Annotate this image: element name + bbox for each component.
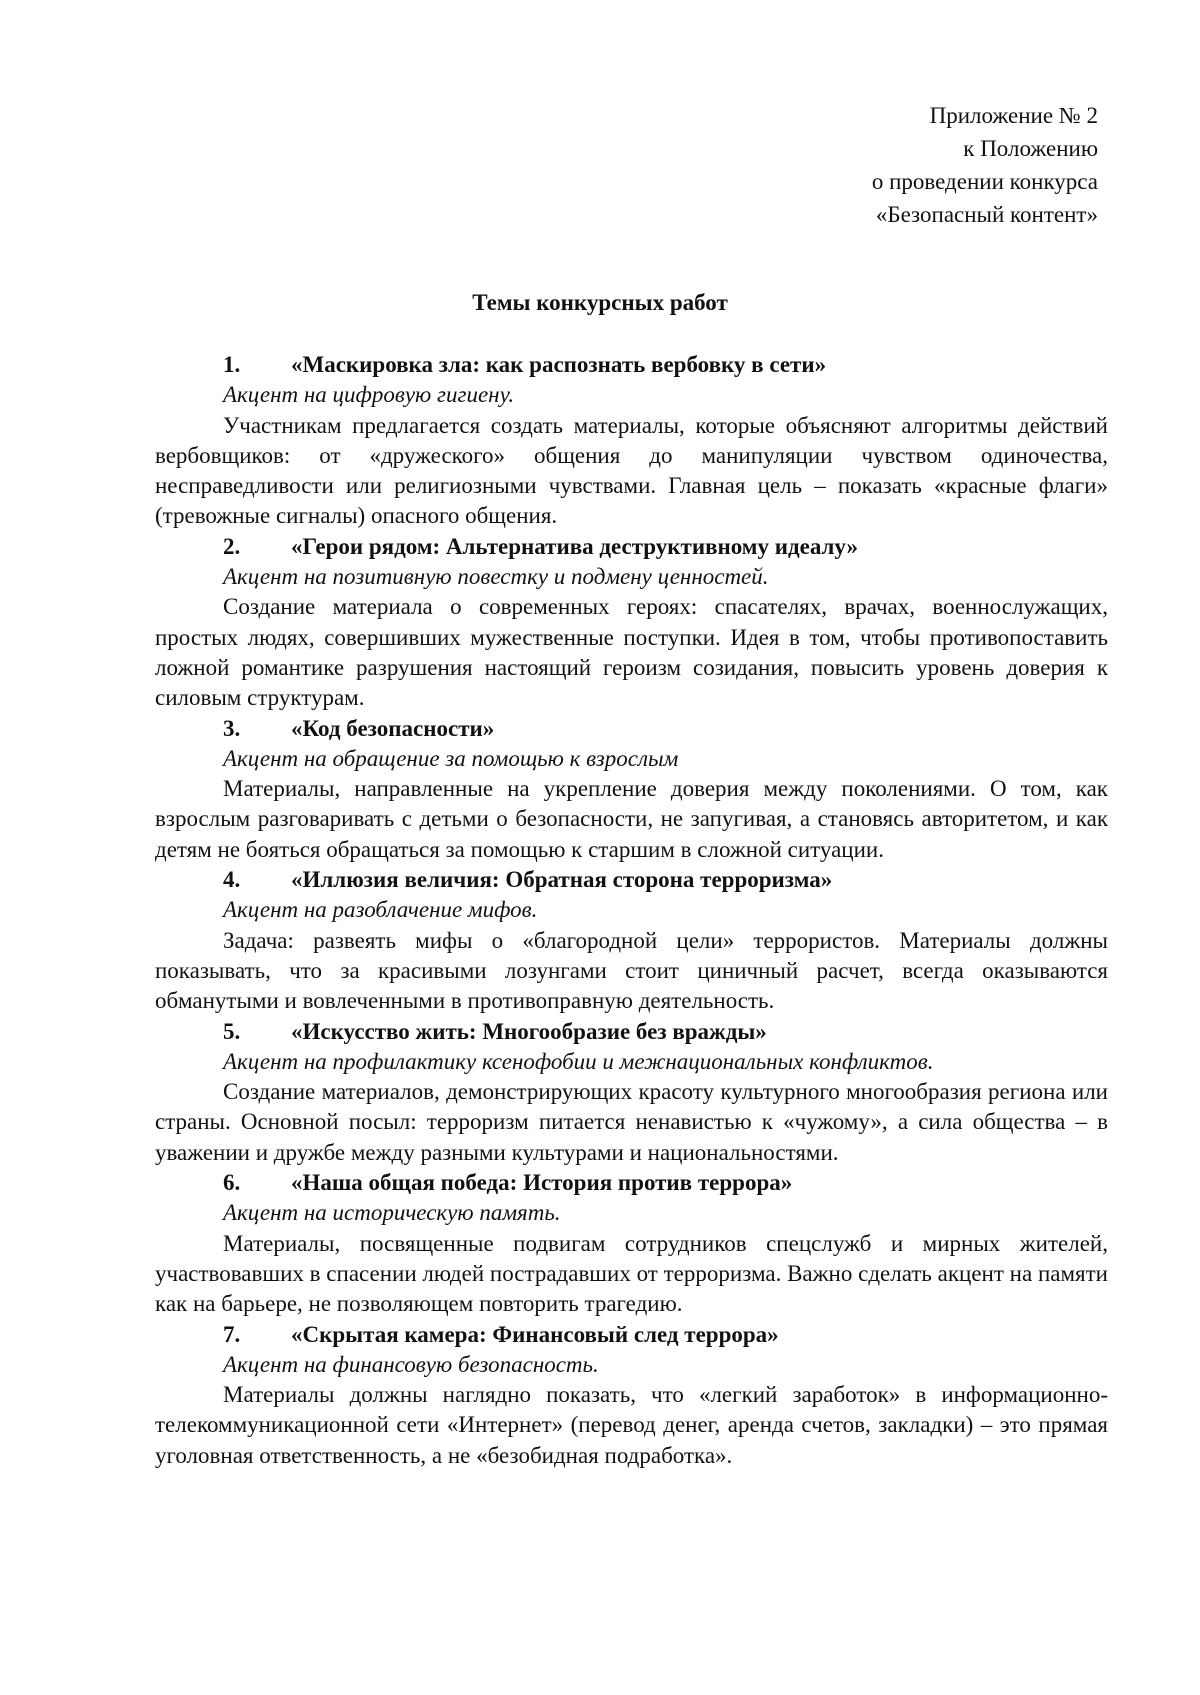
topic-title: «Скрытая камера: Финансовый след террора» (291, 1321, 779, 1347)
appendix-line-3: о проведении конкурса (871, 169, 1098, 194)
topic-accent: Акцент на цифровую гигиену. (223, 382, 515, 408)
topic-description: Участникам предлагается создать материалы, которые объясняют алгоритмы действий вербовщиков: от «дружеского» общения до манипуляции чувством одиночества, несправедливости или религиозными чувствами. Главная цель – показать «красные флаги» (тревожные сигналы) опасного общения. (155, 412, 1108, 529)
topic-item (155, 1320, 1108, 1471)
topic-description: Материалы, посвященные подвигам сотрудников спецслужб и мирных жителей, участвовавших в спасении людей пострадавших от терроризма. Важно сделать акцент на памяти как на барьере, не позволяющем повторить трагедию. (155, 1230, 1108, 1317)
topic-heading (155, 1168, 1108, 1198)
topic-number: 5. (223, 1018, 241, 1044)
topic-title: «Герои рядом: Альтернатива деструктивному идеалу» (291, 533, 858, 559)
topic-item (155, 1168, 1108, 1319)
topic-title: «Наша общая победа: История против террора» (291, 1170, 793, 1196)
topic-title: «Иллюзия величия: Обратная сторона терроризма» (291, 867, 833, 893)
topic-heading (155, 714, 1108, 744)
topic-heading (155, 1320, 1108, 1350)
appendix-line-4: «Безопасный контент» (875, 202, 1098, 227)
topic-item (155, 714, 1108, 865)
topic-number: 7. (223, 1321, 241, 1347)
topic-number: 6. (223, 1170, 241, 1196)
topic-number: 3. (223, 715, 241, 741)
document-title: Темы конкурсных работ (472, 290, 728, 315)
topic-title: «Искусство жить: Многообразие без вражды» (291, 1018, 767, 1044)
topic-number: 4. (223, 867, 241, 893)
appendix-line-2: к Положению (963, 136, 1098, 161)
topic-heading (155, 1017, 1108, 1047)
topic-item (155, 350, 1108, 532)
appendix-header (872, 99, 1098, 231)
topic-item (155, 532, 1108, 714)
topic-description: Создание материала о современных героях: спасателях, врачах, военнослужащих, простых людях, совершивших мужественные поступки. Идея в том, чтобы противопоставить ложной романтике разрушения настоящий героизм созидания, повысить уровень доверия к силовым структурам. (155, 594, 1108, 711)
topics-list (155, 350, 1108, 1471)
topic-heading (155, 350, 1108, 380)
topic-description: Материалы должны наглядно показать, что «легкий заработок» в информационно-телекоммуникационной сети «Интернет» (перевод денег, аренда счетов, закладки) – это прямая уголовная ответственность, а не «безобидная подработка». (155, 1382, 1108, 1468)
topic-description: Задача: развеять мифы о «благородной цели» террористов. Материалы должны показывать, что за красивыми лозунгами стоит циничный расчет, всегда оказываются обманутыми и вовлеченными в противоправную деятельность. (155, 927, 1108, 1014)
topic-accent: Акцент на обращение за помощью к взрослым (223, 745, 679, 771)
topic-accent: Акцент на профилактику ксенофобии и межнациональных конфликтов. (223, 1048, 934, 1074)
topic-item (155, 1017, 1108, 1168)
topic-accent: Акцент на историческую память. (223, 1200, 561, 1226)
topic-description: Создание материалов, демонстрирующих красоту культурного многообразия региона или страны. Основной посыл: терроризм питается ненавистью к «чужому», а сила общества – в уважении и дружбе между разными культурами и национальностями. (155, 1079, 1108, 1165)
topic-description: Материалы, направленные на укрепление доверия между поколениями. О том, как взрослым разговаривать с детьми о безопасности, не запугивая, а становясь авторитетом, и как детям не бояться обращаться за помощью к старшим в сложной ситуации. (155, 776, 1108, 862)
topic-item (155, 865, 1108, 1016)
topic-title: «Код безопасности» (291, 715, 495, 741)
topic-accent: Акцент на позитивную повестку и подмену ценностей. (223, 564, 769, 590)
topic-heading (155, 865, 1108, 895)
topic-number: 1. (223, 352, 241, 377)
topic-number: 2. (223, 533, 241, 559)
topic-accent: Акцент на финансовую безопасность. (223, 1351, 599, 1377)
topic-accent: Акцент на разоблачение мифов. (223, 897, 538, 923)
appendix-line-1: Приложение № 2 (929, 103, 1098, 128)
topic-heading (155, 532, 1108, 562)
topic-title: «Маскировка зла: как распознать вербовку в сети» (291, 352, 827, 377)
